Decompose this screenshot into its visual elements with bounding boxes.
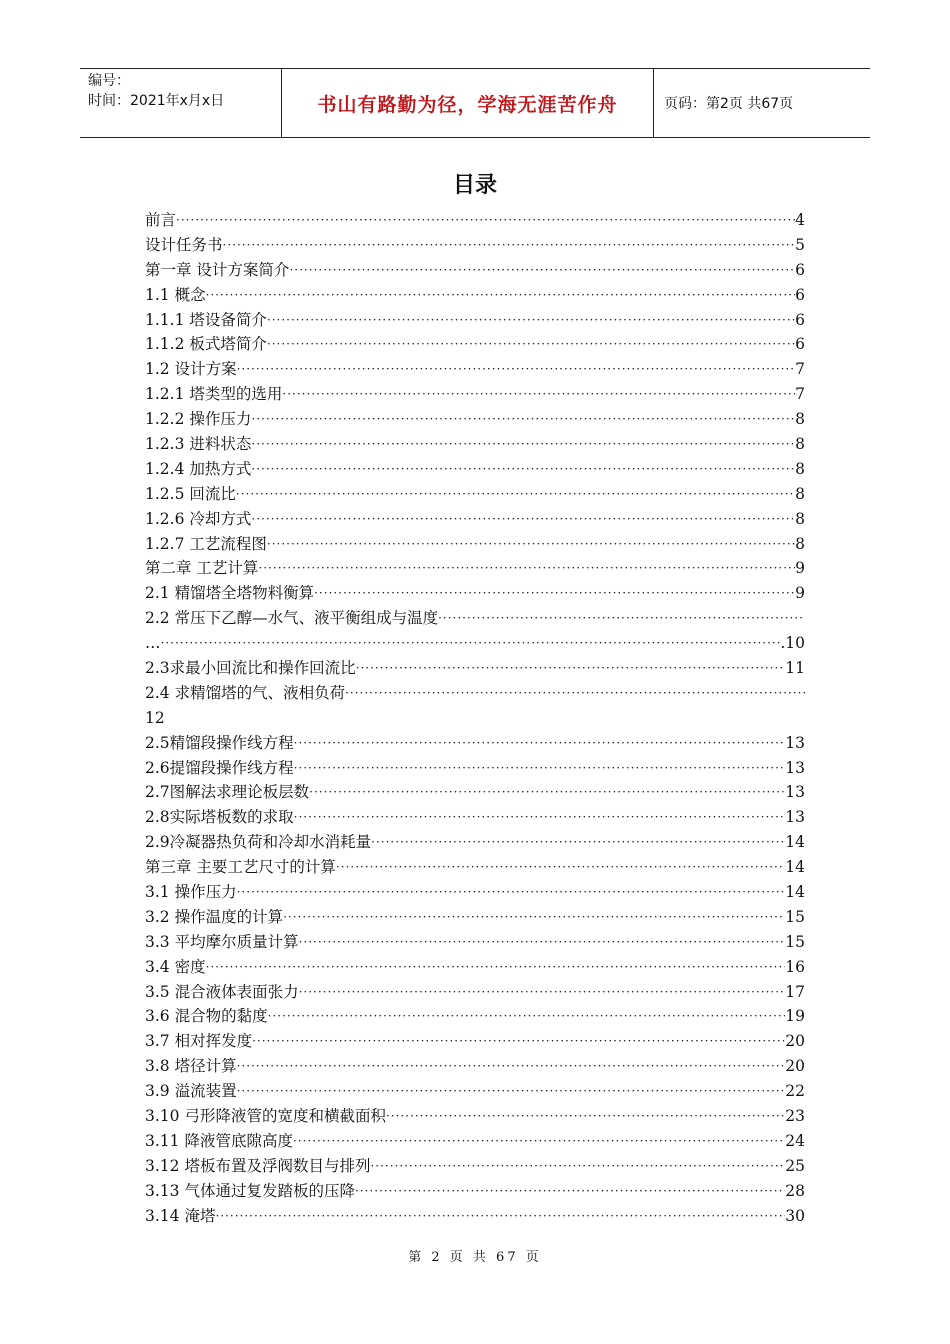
toc-leader-dots [223,233,796,258]
toc-entry[interactable] [145,606,805,631]
toc-entry-label: 2.3求最小回流比和操作回流比 [145,659,356,678]
toc-leader-dots [299,930,786,955]
toc-entry[interactable] [145,1005,805,1030]
toc-entry-label: 2.8实际塔板数的求取 [145,808,294,827]
toc-leader-dots [370,1154,785,1179]
toc-entry[interactable] [145,208,805,233]
toc-leader-dots [267,308,795,333]
toc-entry-label: 1.2 设计方案 [145,360,237,379]
toc-entry-page: 7 [795,360,805,379]
toc-entry[interactable] [145,930,805,955]
header-meta [80,69,282,137]
toc-entry-label: 3.12 塔板布置及浮阀数目与排列 [145,1156,371,1175]
toc-entry-label: 1.2.5 回流比 [145,484,236,503]
toc-entry-page: 14 [785,833,805,852]
toc-leader-dots [206,283,796,308]
toc-entry[interactable] [145,457,805,482]
toc-entry-label: 1.1 概念 [145,285,206,304]
toc-entry[interactable] [145,1079,805,1104]
toc-entry[interactable] [145,980,805,1005]
toc-entry-page: 13 [785,758,805,777]
toc-entry-page: 23 [785,1107,805,1126]
toc-entry-label: 1.2.7 工艺流程图 [145,534,267,553]
toc-leader-dots [237,1054,786,1079]
toc-entry-page: 11 [785,659,805,678]
toc-entry-label: 1.2.2 操作压力 [145,410,252,429]
toc-leader-dots [236,482,795,507]
toc-entry-page: 20 [785,1057,805,1076]
toc-entry-label: 1.2.6 冷却方式 [145,509,252,528]
toc-entry-label: 2.2 常压下乙醇—水气、液平衡组成与温度 [145,609,439,628]
toc-leader-dots [252,1029,785,1054]
toc-entry-label: 1.2.4 加热方式 [145,459,252,478]
toc-entry-label: … [145,634,161,653]
toc-entry-label: 3.14 淹塔 [145,1206,216,1225]
toc-entry[interactable] [145,382,805,407]
toc-leader-dots [386,1104,785,1129]
toc-entry-page: 25 [785,1156,805,1175]
toc-entry[interactable] [145,1029,805,1054]
toc-leader-dots [283,905,785,930]
page-footer: 第 2 页 共 67 页 [408,1250,542,1265]
toc-entry-page: 17 [785,982,805,1001]
toc-leader-dots [267,332,795,357]
toc-entry-label: 2.9冷凝器热负荷和冷却水消耗量 [145,833,372,852]
toc-entry-page: 8 [795,459,805,478]
toc-leader-dots [251,457,795,482]
toc-entry-label: 1.2.3 进料状态 [145,435,252,453]
toc-leader-dots [176,208,795,233]
toc-entry-page: 6 [795,310,805,329]
toc-entry-page: 9 [795,584,805,603]
toc-entry-label: 设计任务书 [145,235,223,254]
header-page-info: 页码：第2页 共67页 [664,96,794,112]
toc-entry-page: 15 [785,907,805,926]
toc-entry[interactable] [145,258,805,283]
toc-leader-dots [237,1079,786,1104]
toc-entry-label: 前言 [145,210,177,229]
toc-leader-dots [251,432,795,457]
toc-leader-dots [267,532,795,557]
toc-entry[interactable] [145,830,805,855]
toc-entry[interactable] [145,656,805,681]
toc-entry-page: 14 [785,883,805,902]
toc-entry-page: 22 [785,1082,805,1101]
toc-entry-page: 4 [795,210,805,229]
toc-leader-dots [215,1204,785,1229]
toc-entry-page: 30 [785,1206,805,1225]
toc-entry[interactable] [145,631,805,656]
toc-entry[interactable] [145,332,805,357]
toc-leader-dots [336,855,785,880]
toc-entry-page: 8 [795,410,805,429]
number-label: 编号： [88,73,130,89]
toc-entry-page: .10 [780,634,805,653]
toc-leader-dots [438,606,805,631]
toc-entry-page: 13 [785,733,805,752]
toc-entry-label: 2.5精馏段操作线方程 [145,733,294,752]
toc-entry[interactable] [145,407,805,432]
time-label: 时间：2021年x月x日 [88,93,225,109]
toc-entry-page: 24 [785,1131,805,1150]
toc-entry[interactable] [145,955,805,980]
toc-entry[interactable] [145,482,805,507]
toc-entry[interactable] [145,905,805,930]
toc-entry-label: 第二章 工艺计算 [145,559,259,578]
toc-leader-dots [282,382,795,407]
toc-entry[interactable] [145,581,805,606]
toc-entry[interactable] [145,1129,805,1154]
toc-entry-page: 8 [795,534,805,553]
toc-leader-dots [258,556,795,581]
toc-leader-dots [309,780,785,805]
header-motto: 书山有路勤为径，学海无涯苦作舟 [282,69,654,137]
toc-entry-page: 6 [795,335,805,354]
toc-entry-label: 第一章 设计方案简介 [145,260,290,279]
toc-entry-page: 7 [795,385,805,404]
toc-entry[interactable] [145,855,805,880]
table-of-contents [145,208,805,1229]
toc-entry-page: 15 [785,932,805,951]
toc-entry[interactable] [145,780,805,805]
toc-entry[interactable] [145,880,805,905]
toc-entry-label: 3.7 相对挥发度 [145,1032,253,1051]
toc-entry-page: 6 [795,260,805,279]
toc-leader-dots [161,631,781,656]
toc-entry-label: 2.7图解法求理论板层数 [145,783,310,802]
toc-entry-label: 2.4 求精馏塔的气、液相负荷 [145,683,346,702]
toc-entry-label: 3.6 混合物的黏度 [145,1007,268,1026]
toc-entry-label: 3.13 气体通过复发踏板的压降 [145,1181,355,1200]
toc-entry[interactable] [145,233,805,258]
toc-entry-page: 19 [785,1007,805,1026]
toc-leader-dots [237,880,786,905]
toc-entry-label: 3.2 操作温度的计算 [145,907,284,926]
document-header [80,68,870,138]
toc-entry-page: 13 [785,783,805,802]
toc-entry[interactable] [145,556,805,581]
toc-entry-page: 28 [785,1181,805,1200]
toc-leader-dots [294,805,786,830]
toc-entry[interactable] [145,706,805,731]
toc-entry-label: 1.2.1 塔类型的选用 [145,385,283,404]
toc-entry[interactable] [145,1154,805,1179]
toc-entry[interactable] [145,432,805,457]
toc-leader-dots [299,980,786,1005]
toc-entry-label: 3.11 降液管底隙高度 [145,1131,293,1150]
toc-leader-dots [251,507,795,532]
toc-entry-label: 3.4 密度 [145,957,206,976]
toc-entry[interactable] [145,681,805,706]
toc-entry[interactable] [145,532,805,557]
toc-entry-label: 2.1 精馏塔全塔物料衡算 [145,584,315,603]
toc-entry-page: 8 [795,509,805,528]
toc-leader-dots [251,407,795,432]
toc-entry-page: 14 [785,858,805,877]
toc-entry-page: 13 [785,808,805,827]
toc-entry-page: 8 [795,484,805,503]
toc-entry[interactable] [145,1179,805,1204]
toc-entry-label: 1.1.1 塔设备简介 [145,310,267,329]
toc-entry[interactable] [145,1104,805,1129]
toc-entry-label: 3.5 混合液体表面张力 [145,982,299,1001]
toc-entry-page: 16 [785,957,805,976]
toc-entry-label: 1.1.2 板式塔简介 [145,335,267,354]
toc-leader-dots [237,357,796,382]
toc-leader-dots [345,681,805,706]
toc-entry-page: 6 [795,285,805,304]
toc-leader-dots [206,955,786,980]
toc-entry-label: 12 [145,708,165,727]
toc-leader-dots [314,581,795,606]
toc-entry[interactable] [145,731,805,756]
toc-entry-page: 5 [795,235,805,254]
toc-entry-page: 9 [795,559,805,578]
toc-entry[interactable] [145,1204,805,1229]
toc-entry[interactable] [145,507,805,532]
toc-entry-label: 3.8 塔径计算 [145,1057,237,1076]
toc-entry[interactable] [145,805,805,830]
toc-entry[interactable] [145,1054,805,1079]
page-title: 目录 [452,173,497,198]
toc-entry[interactable] [145,283,805,308]
toc-entry[interactable] [145,308,805,333]
toc-entry-label: 第三章 主要工艺尺寸的计算 [145,858,336,877]
toc-entry[interactable] [145,357,805,382]
toc-entry-label: 3.9 溢流装置 [145,1082,237,1101]
toc-leader-dots [289,258,795,283]
toc-entry-page: 20 [785,1032,805,1051]
toc-entry-label: 3.3 平均摩尔质量计算 [145,932,299,951]
toc-entry-page: 8 [795,435,805,453]
toc-leader-dots [356,656,786,681]
toc-leader-dots [371,830,785,855]
toc-entry-label: 3.10 弓形降液管的宽度和横截面积 [145,1107,386,1126]
toc-entry[interactable] [145,756,805,781]
toc-entry-label: 2.6提馏段操作线方程 [145,758,294,777]
toc-leader-dots [268,1004,786,1029]
toc-leader-dots [294,731,786,756]
toc-leader-dots [355,1179,785,1204]
toc-leader-dots [294,756,786,781]
toc-leader-dots [293,1129,785,1154]
toc-entry-label: 3.1 操作压力 [145,883,237,902]
